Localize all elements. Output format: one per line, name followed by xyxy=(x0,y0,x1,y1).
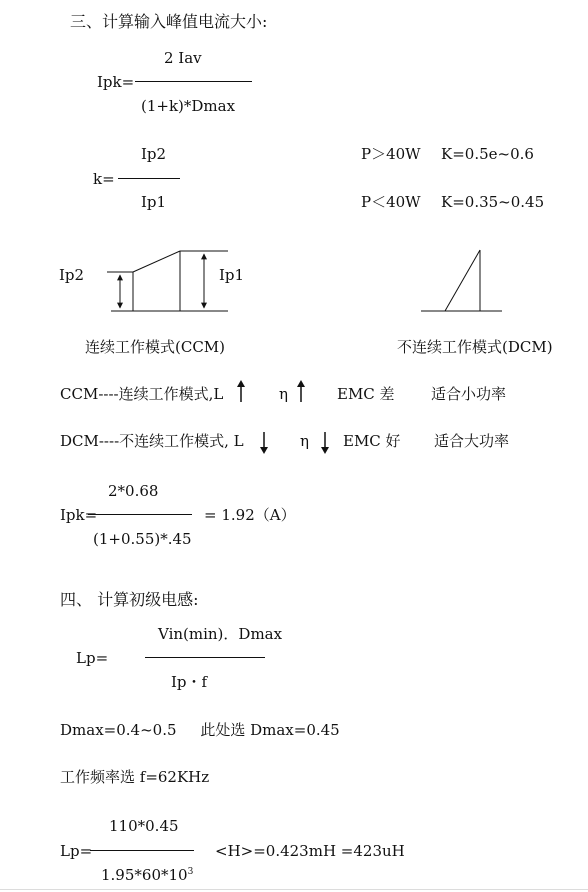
ccm-emc: EMC 差 xyxy=(337,385,395,403)
lp-calc-fraction-bar xyxy=(90,850,194,851)
ip2-label: Ip2 xyxy=(59,266,85,284)
lp-calc-denominator-base: 1.95*60*10 xyxy=(101,866,188,884)
ipk-calc-fraction-bar xyxy=(88,514,192,515)
ipk-calc-numerator: 2*0.68 xyxy=(108,482,159,500)
ipk-calc-lhs: Ipk= xyxy=(60,506,98,524)
freq-line: 工作频率选 f=62KHz xyxy=(60,768,210,786)
condition-power-1: P＞40W xyxy=(361,145,421,163)
dcm-eta: η xyxy=(300,432,309,450)
k-numerator: Ip2 xyxy=(141,145,167,163)
dcm-suit: 适合大功率 xyxy=(434,432,510,450)
ip1-label: Ip1 xyxy=(219,266,245,284)
ccm-waveform-diagram xyxy=(0,0,588,330)
lp-numerator: Vin(min)．Dmax xyxy=(158,625,283,643)
ccm-eta: η xyxy=(279,385,288,403)
ipk-calc-result: = 1.92（A） xyxy=(204,506,296,524)
ipk-lhs: Ipk= xyxy=(97,73,135,91)
arrow-up-icon xyxy=(296,379,306,403)
dcm-emc: EMC 好 xyxy=(343,432,401,450)
lp-lhs: Lp= xyxy=(76,649,109,667)
page-bottom-divider xyxy=(0,889,588,890)
condition-power-2: P＜40W xyxy=(361,193,421,211)
section4-heading: 四、 计算初级电感: xyxy=(60,590,199,609)
lp-calc-numerator: 110*0.45 xyxy=(109,817,179,835)
ipk-calc-denominator: (1+0.55)*.45 xyxy=(93,530,192,548)
dcm-caption: 不连续工作模式(DCM) xyxy=(397,338,553,356)
ipk-denominator: (1+k)*Dmax xyxy=(141,97,236,115)
arrow-up-icon xyxy=(236,379,246,403)
ccm-waveform xyxy=(107,251,228,311)
condition-range-1: K=0.5e~0.6 xyxy=(441,145,534,163)
condition-range-2: K=0.35~0.45 xyxy=(441,193,545,211)
dmax-line: Dmax=0.4~0.5 此处选 Dmax=0.45 xyxy=(60,721,340,739)
ipk-numerator: 2 Iav xyxy=(164,49,202,67)
section3-heading: 三、计算输入峰值电流大小: xyxy=(70,12,268,31)
dcm-waveform xyxy=(421,250,502,311)
k-denominator: Ip1 xyxy=(141,193,167,211)
ccm-line-prefix: CCM----连续工作模式,L xyxy=(60,385,224,403)
arrow-down-icon xyxy=(259,431,269,455)
dcm-line-prefix: DCM----不连续工作模式, L xyxy=(60,432,244,450)
lp-calc-denominator-exponent: 3 xyxy=(187,867,194,877)
lp-denominator: Ip・f xyxy=(171,673,208,691)
ccm-caption: 连续工作模式(CCM) xyxy=(85,338,226,356)
lp-calc-result: <H>=0.423mH =423uH xyxy=(215,842,405,860)
lp-calc-denominator xyxy=(101,868,193,883)
ccm-suit: 适合小功率 xyxy=(431,385,507,403)
lp-calc-lhs: Lp= xyxy=(60,842,93,860)
lp-fraction-bar xyxy=(145,657,265,658)
k-lhs: k= xyxy=(93,170,115,188)
arrow-down-icon xyxy=(320,431,330,455)
